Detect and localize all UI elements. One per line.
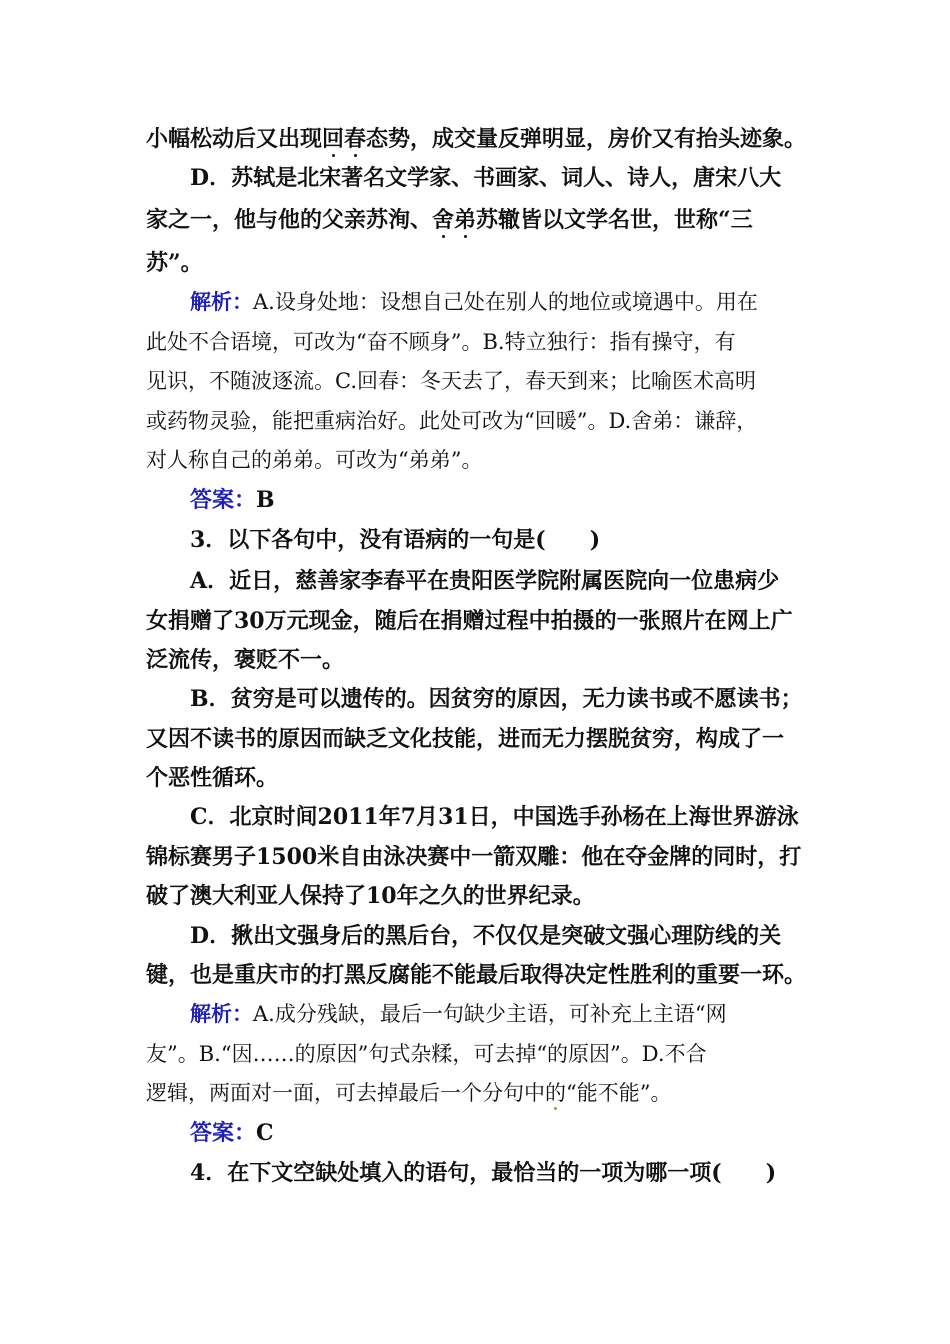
option-d-line: D．揪出文强身后的黑后台，不仅仅是突破文强心理防线的关 [190, 923, 782, 949]
analysis-label: 解析： [190, 289, 253, 314]
text-line: 女捐赠了30万元现金，随后在捐赠过程中拍摄的一张照片在网上广 [146, 608, 793, 634]
option-a-line: A．近日，慈善家李春平在贵阳医学院附属医院向一位患病少 [190, 568, 780, 594]
text-line: 破了澳大利亚人保持了10年之久的世界纪录。 [146, 883, 595, 909]
text-segment: 家之一，他与他的父亲苏洵、 [146, 207, 433, 233]
text-segment: 态势，成交量反弹明显，房价又有抬头迹象。 [366, 126, 807, 152]
option-c-line: C．北京时间2011年7月31日，中国选手孙杨在上海世界游泳 [190, 804, 799, 830]
analysis-line: 或药物灵验，能把重病治好。此处可改为“回暖”。D.舍弟：谦辞， [146, 409, 758, 433]
text-line: 键，也是重庆市的打黑反腐能不能最后取得决定性胜利的重要一环。 [146, 962, 807, 988]
answer-value: C [256, 1120, 274, 1146]
answer-value: B [256, 487, 275, 513]
analysis-text: A.设身处地：设想自己处在别人的地位或境遇中。用在 [253, 290, 758, 314]
emphasis-char: 舍 [432, 207, 455, 233]
answer-line [190, 1118, 274, 1148]
analysis-line: 友”。B.“因……的原因”句式杂糅，可去掉“的原因”。D.不合 [146, 1042, 707, 1066]
analysis-text: A.成分残缺，最后一句缺少主语，可补充上主语“网 [253, 1002, 727, 1026]
emphasis-char: 的 [545, 1081, 566, 1105]
question-4-line: 4．在下文空缺处填入的语句，最恰当的一项为哪一项( ) [190, 1160, 777, 1186]
text-line [146, 124, 806, 154]
analysis-line [146, 1078, 671, 1108]
text-segment: 小幅松动后又出现 [146, 126, 323, 152]
analysis-line: 见识，不随波逐流。C.回春：冬天去了，春天到来；比喻医术高明 [146, 369, 756, 393]
answer-label: 答案： [190, 1120, 257, 1146]
text-line: 个恶性循环。 [146, 765, 279, 791]
question-3-line: 3．以下各句中，没有语病的一句是( ) [190, 527, 601, 553]
text-segment: 逻辑，两面对一面，可去掉最后一个分句中 [146, 1081, 545, 1105]
text-segment: 苏辙皆以文学名世，世称“三 [476, 207, 753, 233]
text-line: 又因不读书的原因而缺乏文化技能，进而无力摆脱贫穷，构成了一 [146, 726, 785, 752]
analysis-line: 此处不合语境，可改为“奋不顾身”。B.特立独行：指有操守，有 [146, 330, 736, 354]
analysis-line [190, 287, 758, 317]
emphasis-char: 春 [344, 126, 367, 152]
text-line: 苏”。 [146, 250, 203, 276]
emphasis-char: 回 [322, 126, 345, 152]
option-b-line: B．贫穷是可以遗传的。因贫穷的原因，无力读书或不愿读书； [190, 686, 803, 712]
emphasis-char: 弟 [454, 207, 477, 233]
text-segment: “能不能”。 [566, 1081, 672, 1105]
analysis-line [190, 999, 727, 1029]
answer-line [190, 485, 275, 515]
text-line: 泛流传，褒贬不一。 [146, 647, 345, 673]
answer-label: 答案： [190, 487, 257, 513]
text-line [146, 205, 753, 235]
option-d-line: D．苏轼是北宋著名文学家、书画家、词人、诗人，唐宋八大 [190, 165, 782, 191]
analysis-line: 对人称自己的弟弟。可改为“弟弟”。 [146, 448, 483, 472]
text-line: 锦标赛男子1500米自由泳决赛中一箭双雕：他在夺金牌的同时，打 [146, 844, 802, 870]
analysis-label: 解析： [190, 1001, 253, 1026]
